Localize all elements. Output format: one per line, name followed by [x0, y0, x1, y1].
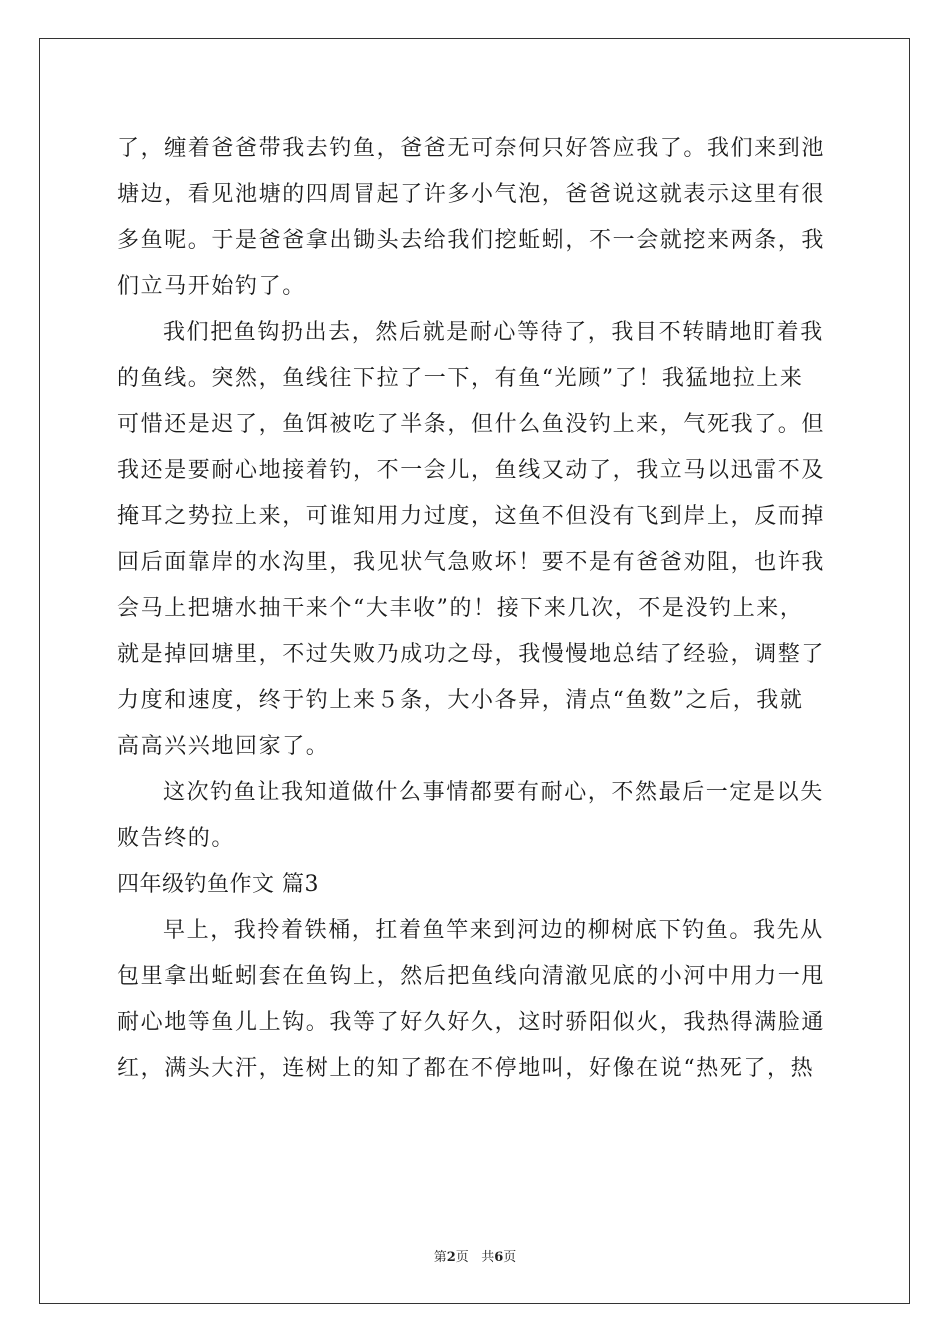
- text-line: 多鱼呢。于是爸爸拿出锄头去给我们挖蚯蚓，不一会就挖来两条，我: [117, 228, 826, 253]
- section-heading: 四年级钓鱼作文 篇3: [117, 872, 319, 897]
- document-body: [117, 126, 832, 1092]
- text-line: 红，满头大汗，连树上的知了都在不停地叫，好像在说“热死了，热: [117, 1056, 815, 1081]
- text-line: 败告终的。: [117, 826, 236, 851]
- text-line: 掩耳之势拉上来，可谁知用力过度，这鱼不但没有飞到岸上，反而掉: [117, 504, 826, 529]
- page-total-suffix: 页: [503, 1250, 517, 1265]
- text-line: 们立马开始钓了。: [117, 274, 306, 299]
- page-number-suffix: 页: [455, 1250, 469, 1265]
- paragraph-start-line: 我们把鱼钩扔出去，然后就是耐心等待了，我目不转睛地盯着我: [163, 320, 824, 345]
- text-line: 高高兴兴地回家了。: [117, 734, 330, 759]
- text-line: 就是掉回塘里，不过失败乃成功之母，我慢慢地总结了经验，调整了: [117, 642, 826, 667]
- page-total-prefix: 共: [481, 1250, 495, 1265]
- text-line: 我还是要耐心地接着钓，不一会儿，鱼线又动了，我立马以迅雷不及: [117, 458, 826, 483]
- paragraph-start-line: 这次钓鱼让我知道做什么事情都要有耐心，不然最后一定是以失: [163, 780, 824, 805]
- page-total-count: 6: [494, 1250, 504, 1265]
- text-line: 的鱼线。突然，鱼线往下拉了一下，有鱼“光顾”了！我猛地拉上来: [117, 366, 804, 391]
- text-line: 塘边，看见池塘的四周冒起了许多小气泡，爸爸说这就表示这里有很: [117, 182, 826, 207]
- text-line: 会马上把塘水抽干来个“大丰收”的！接下来几次，不是没钓上来，: [117, 596, 804, 621]
- page-footer: [0, 1246, 950, 1265]
- text-line: 可惜还是迟了，鱼饵被吃了半条，但什么鱼没钓上来，气死我了。但: [117, 412, 826, 437]
- text-line: 包里拿出蚯蚓套在鱼钩上，然后把鱼线向清澈见底的小河中用力一甩: [117, 964, 826, 989]
- page-number-prefix: 第: [433, 1250, 447, 1265]
- paragraph-start-line: 早上，我拎着铁桶，扛着鱼竿来到河边的柳树底下钓鱼。我先从: [163, 918, 824, 943]
- text-line: 回后面靠岸的水沟里，我见状气急败坏！要不是有爸爸劝阻，也许我: [117, 550, 826, 575]
- page-number-current: 2: [446, 1250, 456, 1265]
- text-line: 耐心地等鱼儿上钩。我等了好久好久，这时骄阳似火，我热得满脸通: [117, 1010, 826, 1035]
- text-line: 力度和速度，终于钓上来５条，大小各异，清点“鱼数”之后，我就: [117, 688, 804, 713]
- text-line: 了，缠着爸爸带我去钓鱼，爸爸无可奈何只好答应我了。我们来到池: [117, 136, 826, 161]
